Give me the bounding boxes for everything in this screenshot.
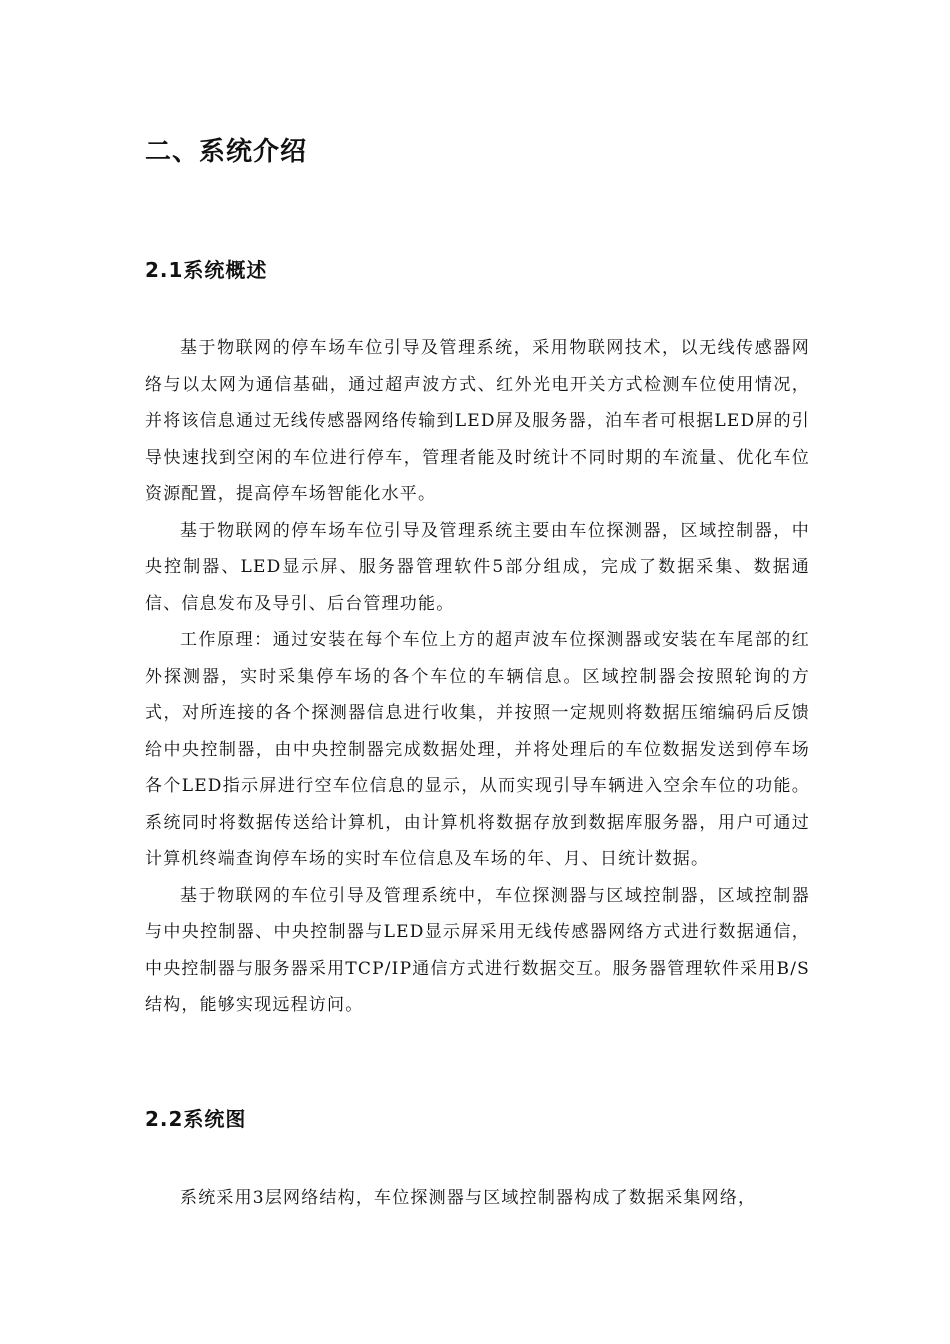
section-body-overview bbox=[145, 330, 810, 1024]
section-title-overview: 2.1系统概述 bbox=[145, 258, 268, 282]
paragraph: 工作原理：通过安装在每个车位上方的超声波车位探测器或安装在车尾部的红外探测器，实时采集停车场的各个车位的车辆信息。区域控制器会按照轮询的方式，对所连接的各个探测器信息进行收集，并按照一定规则将数据压缩编码后反馈给中央控制器，由中央控制器完成数据处理，并将处理后的车位数据发送到停车场各个LED指示屏进行空车位信息的显示，从而实现引导车辆进入空余车位的功能。系统同时将数据传送给计算机，由计算机将数据存放到数据库服务器，用户可通过计算机终端查询停车场的实时车位信息及车场的年、月、日统计数据。 bbox=[145, 630, 810, 869]
paragraph: 基于物联网的车位引导及管理系统中，车位探测器与区域控制器，区域控制器与中央控制器、中央控制器与LED显示屏采用无线传感器网络方式进行数据通信，中央控制器与服务器采用TCP/IP通信方式进行数据交互。服务器管理软件采用B/S结构，能够实现远程访问。 bbox=[145, 885, 810, 1015]
chapter-title: 二、系统介绍 bbox=[145, 137, 308, 167]
section-body-system-diagram bbox=[145, 1180, 810, 1217]
section-title-system-diagram: 2.2系统图 bbox=[145, 1107, 247, 1131]
paragraph: 基于物联网的停车场车位引导及管理系统，采用物联网技术，以无线传感器网络与以太网为通信基础，通过超声波方式、红外光电开关方式检测车位使用情况，并将该信息通过无线传感器网络传输到LED屏及服务器，泊车者可根据LED屏的引导快速找到空闲的车位进行停车，管理者能及时统计不同时期的车流量、优化车位资源配置，提高停车场智能化水平。 bbox=[145, 338, 810, 504]
paragraph: 基于物联网的停车场车位引导及管理系统主要由车位探测器，区域控制器，中央控制器、LED显示屏、服务器管理软件5部分组成，完成了数据采集、数据通信、信息发布及导引、后台管理功能。 bbox=[145, 520, 810, 614]
paragraph: 系统采用3层网络结构，车位探测器与区域控制器构成了数据采集网络， bbox=[180, 1188, 757, 1208]
